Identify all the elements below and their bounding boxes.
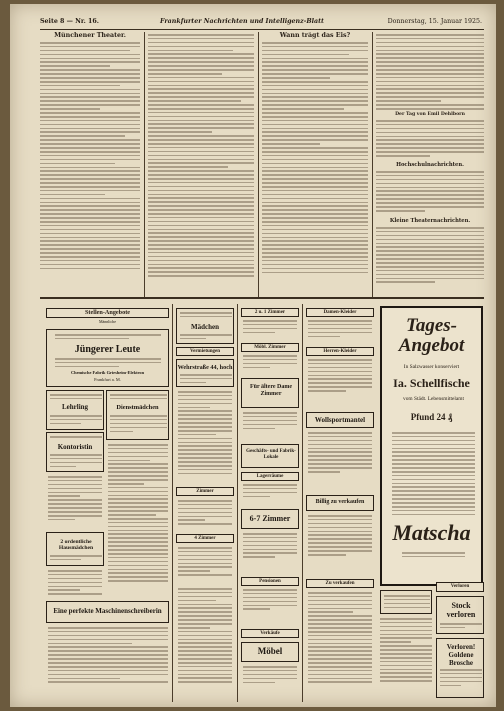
ad-headline: Kontoristin [57,443,93,451]
zwei-zimmer-header: 2 u. 1 Zimmer [241,308,299,317]
column-divider [172,304,173,702]
moebl-zimmer-header: Möbl. Zimmer [241,343,299,352]
ad-billig-zu-verkaufen [306,495,374,511]
ad-headline: Verloren! Goldene Brosche [446,643,476,667]
small-ads-text [178,547,232,583]
article-title: Wann trägt das Eis? [279,32,351,39]
damen-kleider-header: Damen-Kleider [306,308,374,317]
article-column-right [376,32,484,294]
maennliche-subheader: Männliche [98,319,117,324]
ad-madchen [176,308,234,344]
ad-dienstmaedchen [106,390,169,440]
ad-mobel [241,642,299,662]
ad-brand: Matscha [392,520,471,545]
small-ads-text [308,320,372,344]
article-continued [148,32,254,294]
ad-headline: Billig zu verkaufen [315,499,365,505]
section-rule [40,297,484,299]
page-number: Seite 8 — Nr. 16. [40,18,99,25]
small-ads-text [243,412,297,440]
header-rule [40,29,484,30]
ad-headline: Für ältere Dame Zimmer [249,384,293,397]
ad-price: Pfund 24 ₰ [410,412,453,422]
small-ads-text [308,515,372,575]
ad-headline: 2 ordentliche Hausmädchen [58,539,94,552]
zimmer-header: Zimmer [176,487,234,496]
small-ads-text [178,391,232,483]
ad-headline: Wehrstraße 44, hoch [177,364,233,371]
article-text [376,120,484,160]
ad-junger-leute [46,329,169,387]
ad-headline: 6-7 Zimmer [249,514,291,523]
vermietungen-header: Vermietungen [176,347,234,356]
small-ads-text [108,444,168,594]
verloren-header: Verloren [436,582,484,592]
ad-headline: Dienstmädchen [116,404,159,411]
small-ads-text [48,627,168,697]
column-divider [258,32,259,297]
small-ads-text [243,484,297,506]
verkaeufe-header: Verkäufe [241,629,299,638]
article-muenchener-theater [40,32,140,294]
small-ads-text [308,359,372,409]
ad-branch-list [392,432,475,518]
column-divider [237,304,238,702]
ad-headline: Mädchen [191,323,219,331]
column-divider [372,32,373,297]
ad-lehrling [46,390,104,430]
ad-headline: Eine perfekte Maschinenschreiberin [53,607,162,615]
small-ads-text [243,355,297,375]
page-header [40,18,482,28]
herren-kleider-header: Herren-Kleider [306,347,374,356]
stellen-angebote-header: Stellen-Angebote [46,308,169,318]
issue-date: Donnerstag, 15. Januar 1925. [387,18,482,25]
small-ads-text [48,570,102,598]
vier-zimmer-header: 4 Zimmer [176,534,234,543]
small-ads-text [380,618,432,698]
small-ads-text [243,533,297,573]
article-text [148,34,254,292]
ad-headline: Stock verloren [446,601,476,619]
ad-headline: Wollsportmantel [314,416,366,424]
article-title: Hochschulnachrichten. [396,162,464,168]
column-divider [144,32,145,297]
ad-kontoristin [46,432,104,472]
small-ads-text [243,666,297,696]
ad-headline: Geschäfts- und Fabrik-Lokale [246,449,296,460]
ad-zwei-hausmaedchen [46,532,104,566]
masthead: Frankfurter Nachrichten und Intelligenz-Blatt [160,18,324,25]
ad-tages-angebot [380,306,483,586]
ad-geschaefts-lokale [241,444,299,468]
small-ads-text [48,476,102,528]
ad-headline: Lehrling [61,403,89,411]
newspaper-page [10,4,496,707]
zu-verkaufen-header: Zu verkaufen [306,579,374,588]
ad-headline: Tages-Angebot [398,315,465,356]
article-text [40,42,140,292]
small-ads-text [178,588,232,696]
ad-sprechstunde [380,590,432,614]
pensionen-header: Pensionen [241,577,299,586]
column-divider [302,304,303,702]
article-title: Der Tag von Emil Dehlborn [395,112,465,117]
ad-maschinenschreiberin [46,601,169,623]
ad-fuer-altere-dame [241,378,299,408]
ad-sechs-sieben-zimmer [241,509,299,529]
article-text [262,42,368,292]
small-ads-text [308,432,372,492]
article-title: Kleine Theaternachrichten. [389,218,471,224]
small-ads-text [178,500,232,530]
ad-subline: In Salzwasser konserviert [403,364,460,370]
article-text [376,34,484,112]
lagerraeume-header: Lagerräume [241,472,299,481]
article-title: Münchener Theater. [54,32,126,39]
ad-headline: Möbel [257,646,283,656]
ad-verloren-brosche [436,638,484,698]
ad-wollsportmantel [306,412,374,428]
article-wann-traegt-das-eis [262,32,368,294]
ad-product: Ia. Schellfische [393,376,470,390]
article-text [376,171,484,215]
ad-company: Chemische Fabrik Griesheim-Elektron [70,370,145,375]
ad-stock-verloren [436,596,484,634]
ad-wehrstrasse [176,359,234,387]
small-ads-text [308,592,372,696]
ad-source: vom Städt. Lebensmittelamt [403,396,464,402]
small-ads-text [243,320,297,340]
ad-city: Frankfurt a. M. [94,377,121,382]
small-ads-text [243,589,297,625]
article-text [376,227,484,293]
ad-headline: Jüngerer Leute [74,344,141,355]
